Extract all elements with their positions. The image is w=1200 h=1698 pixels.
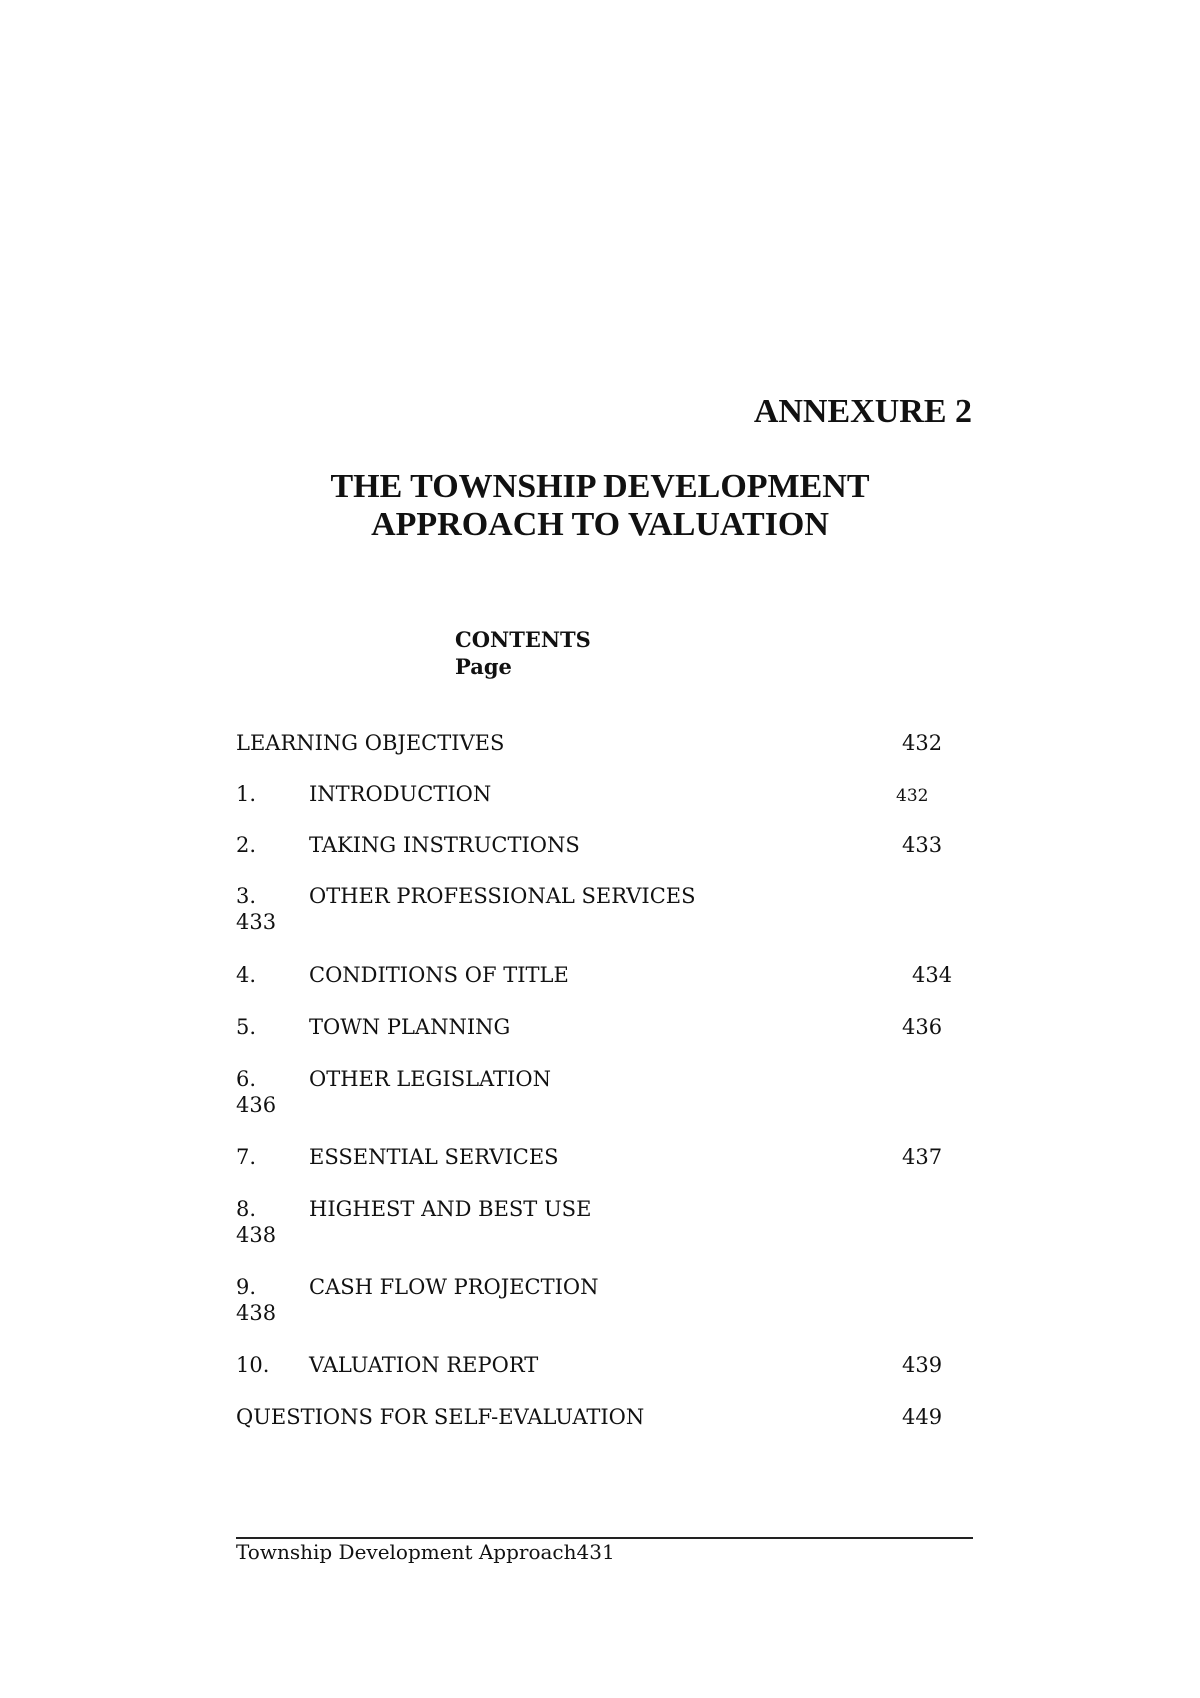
- toc-entry-number: 1.: [236, 782, 257, 806]
- contents-heading: CONTENTS: [455, 627, 591, 652]
- toc-entry-title: VALUATION REPORT: [309, 1353, 539, 1377]
- toc-entry-title: OTHER LEGISLATION: [309, 1067, 551, 1091]
- toc-entry-title: OTHER PROFESSIONAL SERVICES: [309, 884, 696, 908]
- toc-entry-page: 436: [902, 1015, 943, 1039]
- toc-entry-page: 438: [236, 1223, 277, 1247]
- toc-entry-number: 9.: [236, 1275, 257, 1299]
- toc-entry-number: 2.: [236, 833, 257, 857]
- toc-entry-number: 3.: [236, 884, 257, 908]
- title-line-2: APPROACH TO VALUATION: [371, 506, 829, 543]
- toc-entry-page: 449: [902, 1405, 943, 1429]
- contents-heading-block: [455, 626, 591, 680]
- toc-entry-page: 438: [236, 1301, 277, 1325]
- page-footer: Township Development Approach431: [236, 1540, 615, 1564]
- footer-divider: [236, 1537, 973, 1539]
- toc-entry-page: 434: [912, 963, 953, 987]
- toc-entry-title: CASH FLOW PROJECTION: [309, 1275, 599, 1299]
- toc-entry-title: TAKING INSTRUCTIONS: [309, 833, 580, 857]
- title-line-1: THE TOWNSHIP DEVELOPMENT: [330, 468, 870, 505]
- toc-entry-page: 439: [902, 1353, 943, 1377]
- toc-entry-number: 4.: [236, 963, 257, 987]
- toc-entry-number: 10.: [236, 1353, 270, 1377]
- toc-entry-title: HIGHEST AND BEST USE: [309, 1197, 592, 1221]
- toc-entry-number: 5.: [236, 1015, 257, 1039]
- toc-entry-page: 432: [896, 786, 929, 806]
- toc-entry-title: QUESTIONS FOR SELF-EVALUATION: [236, 1405, 645, 1429]
- toc-entry-page: 433: [236, 910, 277, 934]
- toc-entry-number: 8.: [236, 1197, 257, 1221]
- toc-entry-page: 436: [236, 1093, 277, 1117]
- toc-entry-page: 432: [902, 731, 943, 755]
- toc-entry-title: ESSENTIAL SERVICES: [309, 1145, 559, 1169]
- toc-entry-page: 437: [902, 1145, 943, 1169]
- toc-entry-number: 6.: [236, 1067, 257, 1091]
- document-title: [200, 468, 1000, 544]
- annexure-label: ANNEXURE 2: [753, 393, 972, 430]
- toc-entry-title: INTRODUCTION: [309, 782, 492, 806]
- page-column-label: Page: [455, 654, 512, 679]
- toc-entry-title: LEARNING OBJECTIVES: [236, 731, 505, 755]
- toc-entry-number: 7.: [236, 1145, 257, 1169]
- toc-entry-page: 433: [902, 833, 943, 857]
- toc-entry-title: TOWN PLANNING: [309, 1015, 511, 1039]
- toc-entry-title: CONDITIONS OF TITLE: [309, 963, 569, 987]
